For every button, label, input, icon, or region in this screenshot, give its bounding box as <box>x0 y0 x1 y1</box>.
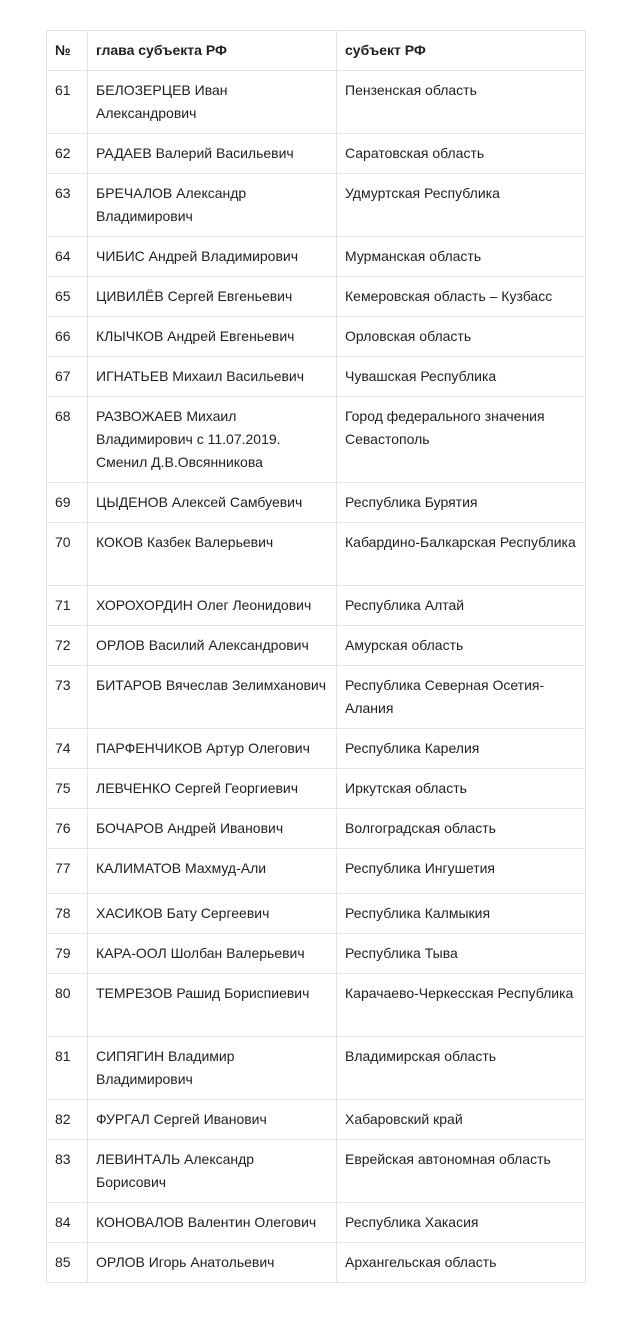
table-row <box>47 809 586 849</box>
row-number: 63 <box>47 174 88 237</box>
head-name: ОРЛОВ Игорь Анатольевич <box>88 1243 337 1283</box>
column-header-number: № <box>47 31 88 71</box>
row-number: 72 <box>47 626 88 666</box>
subject-name: Кабардино-Балкарская Республика <box>337 523 586 586</box>
head-name: БИТАРОВ Вячеслав Зелимханович <box>88 666 337 729</box>
subject-name: Чувашская Республика <box>337 357 586 397</box>
table-row <box>47 483 586 523</box>
subject-name: Мурманская область <box>337 237 586 277</box>
head-name: ХОРОХОРДИН Олег Леонидович <box>88 586 337 626</box>
subject-name: Пензенская область <box>337 71 586 134</box>
subject-name: Республика Ингушетия <box>337 849 586 894</box>
subject-name: Владимирская область <box>337 1037 586 1100</box>
table-row <box>47 523 586 586</box>
head-name: ХАСИКОВ Бату Сергеевич <box>88 894 337 934</box>
head-name: БЕЛОЗЕРЦЕВ Иван Александрович <box>88 71 337 134</box>
subject-name: Карачаево-Черкесская Республика <box>337 974 586 1037</box>
table-row <box>47 1243 586 1283</box>
row-number: 83 <box>47 1140 88 1203</box>
row-number: 65 <box>47 277 88 317</box>
table-row <box>47 1140 586 1203</box>
table-row <box>47 71 586 134</box>
table-row <box>47 237 586 277</box>
row-number: 85 <box>47 1243 88 1283</box>
table-row <box>47 974 586 1037</box>
table-header <box>47 31 586 71</box>
table-row <box>47 357 586 397</box>
head-name: ПАРФЕНЧИКОВ Артур Олегович <box>88 729 337 769</box>
row-number: 79 <box>47 934 88 974</box>
subject-name: Волгоградская область <box>337 809 586 849</box>
row-number: 62 <box>47 134 88 174</box>
head-name: РАДАЕВ Валерий Васильевич <box>88 134 337 174</box>
head-name: КОНОВАЛОВ Валентин Олегович <box>88 1203 337 1243</box>
row-number: 68 <box>47 397 88 483</box>
subject-name: Орловская область <box>337 317 586 357</box>
table-body <box>47 71 586 1283</box>
row-number: 67 <box>47 357 88 397</box>
subject-name: Республика Бурятия <box>337 483 586 523</box>
subject-name: Республика Тыва <box>337 934 586 974</box>
table-row <box>47 849 586 894</box>
row-number: 77 <box>47 849 88 894</box>
table-row <box>47 1203 586 1243</box>
row-number: 71 <box>47 586 88 626</box>
row-number: 69 <box>47 483 88 523</box>
head-name: ЛЕВЧЕНКО Сергей Георгиевич <box>88 769 337 809</box>
table-row <box>47 174 586 237</box>
subject-name: Хабаровский край <box>337 1100 586 1140</box>
subject-name: Республика Алтай <box>337 586 586 626</box>
row-number: 61 <box>47 71 88 134</box>
table-row <box>47 1100 586 1140</box>
head-name: ЛЕВИНТАЛЬ Александр Борисович <box>88 1140 337 1203</box>
table-row <box>47 769 586 809</box>
column-header-head: глава субъекта РФ <box>88 31 337 71</box>
table-row <box>47 586 586 626</box>
head-name: ЦИВИЛЁВ Сергей Евгеньевич <box>88 277 337 317</box>
row-number: 75 <box>47 769 88 809</box>
head-name: КАЛИМАТОВ Махмуд-Али <box>88 849 337 894</box>
subject-name: Еврейская автономная область <box>337 1140 586 1203</box>
table-row <box>47 1037 586 1100</box>
table-row <box>47 134 586 174</box>
subject-name: Иркутская область <box>337 769 586 809</box>
subject-name: Удмуртская Республика <box>337 174 586 237</box>
head-name: ОРЛОВ Василий Александрович <box>88 626 337 666</box>
head-name: БОЧАРОВ Андрей Иванович <box>88 809 337 849</box>
head-name: ТЕМРЕЗОВ Рашид Бориспиевич <box>88 974 337 1037</box>
head-name: КЛЫЧКОВ Андрей Евгеньевич <box>88 317 337 357</box>
head-name: РАЗВОЖАЕВ Михаил Владимирович с 11.07.2019. Сменил Д.В.Овсянникова <box>88 397 337 483</box>
row-number: 76 <box>47 809 88 849</box>
head-name: СИПЯГИН Владимир Владимирович <box>88 1037 337 1100</box>
column-header-subject: субъект РФ <box>337 31 586 71</box>
table-row <box>47 894 586 934</box>
row-number: 64 <box>47 237 88 277</box>
table-row <box>47 666 586 729</box>
table-row <box>47 397 586 483</box>
subject-name: Город федерального значения Севастополь <box>337 397 586 483</box>
subject-name: Республика Северная Осетия-Алания <box>337 666 586 729</box>
table-row <box>47 729 586 769</box>
subject-name: Саратовская область <box>337 134 586 174</box>
row-number: 74 <box>47 729 88 769</box>
subject-name: Республика Карелия <box>337 729 586 769</box>
subject-name: Архангельская область <box>337 1243 586 1283</box>
head-name: ЦЫДЕНОВ Алексей Самбуевич <box>88 483 337 523</box>
table-row <box>47 277 586 317</box>
subject-name: Республика Хакасия <box>337 1203 586 1243</box>
subject-name: Амурская область <box>337 626 586 666</box>
head-name: КАРА-ООЛ Шолбан Валерьевич <box>88 934 337 974</box>
row-number: 73 <box>47 666 88 729</box>
table-header-row <box>47 31 586 71</box>
governors-table-container <box>46 30 585 1283</box>
row-number: 82 <box>47 1100 88 1140</box>
head-name: КОКОВ Казбек Валерьевич <box>88 523 337 586</box>
head-name: ИГНАТЬЕВ Михаил Васильевич <box>88 357 337 397</box>
row-number: 80 <box>47 974 88 1037</box>
head-name: БРЕЧАЛОВ Александр Владимирович <box>88 174 337 237</box>
row-number: 81 <box>47 1037 88 1100</box>
table-row <box>47 317 586 357</box>
table-row <box>47 934 586 974</box>
row-number: 70 <box>47 523 88 586</box>
row-number: 78 <box>47 894 88 934</box>
table-row <box>47 626 586 666</box>
row-number: 66 <box>47 317 88 357</box>
governors-table <box>46 30 586 1283</box>
head-name: ЧИБИС Андрей Владимирович <box>88 237 337 277</box>
subject-name: Кемеровская область – Кузбасс <box>337 277 586 317</box>
subject-name: Республика Калмыкия <box>337 894 586 934</box>
row-number: 84 <box>47 1203 88 1243</box>
head-name: ФУРГАЛ Сергей Иванович <box>88 1100 337 1140</box>
